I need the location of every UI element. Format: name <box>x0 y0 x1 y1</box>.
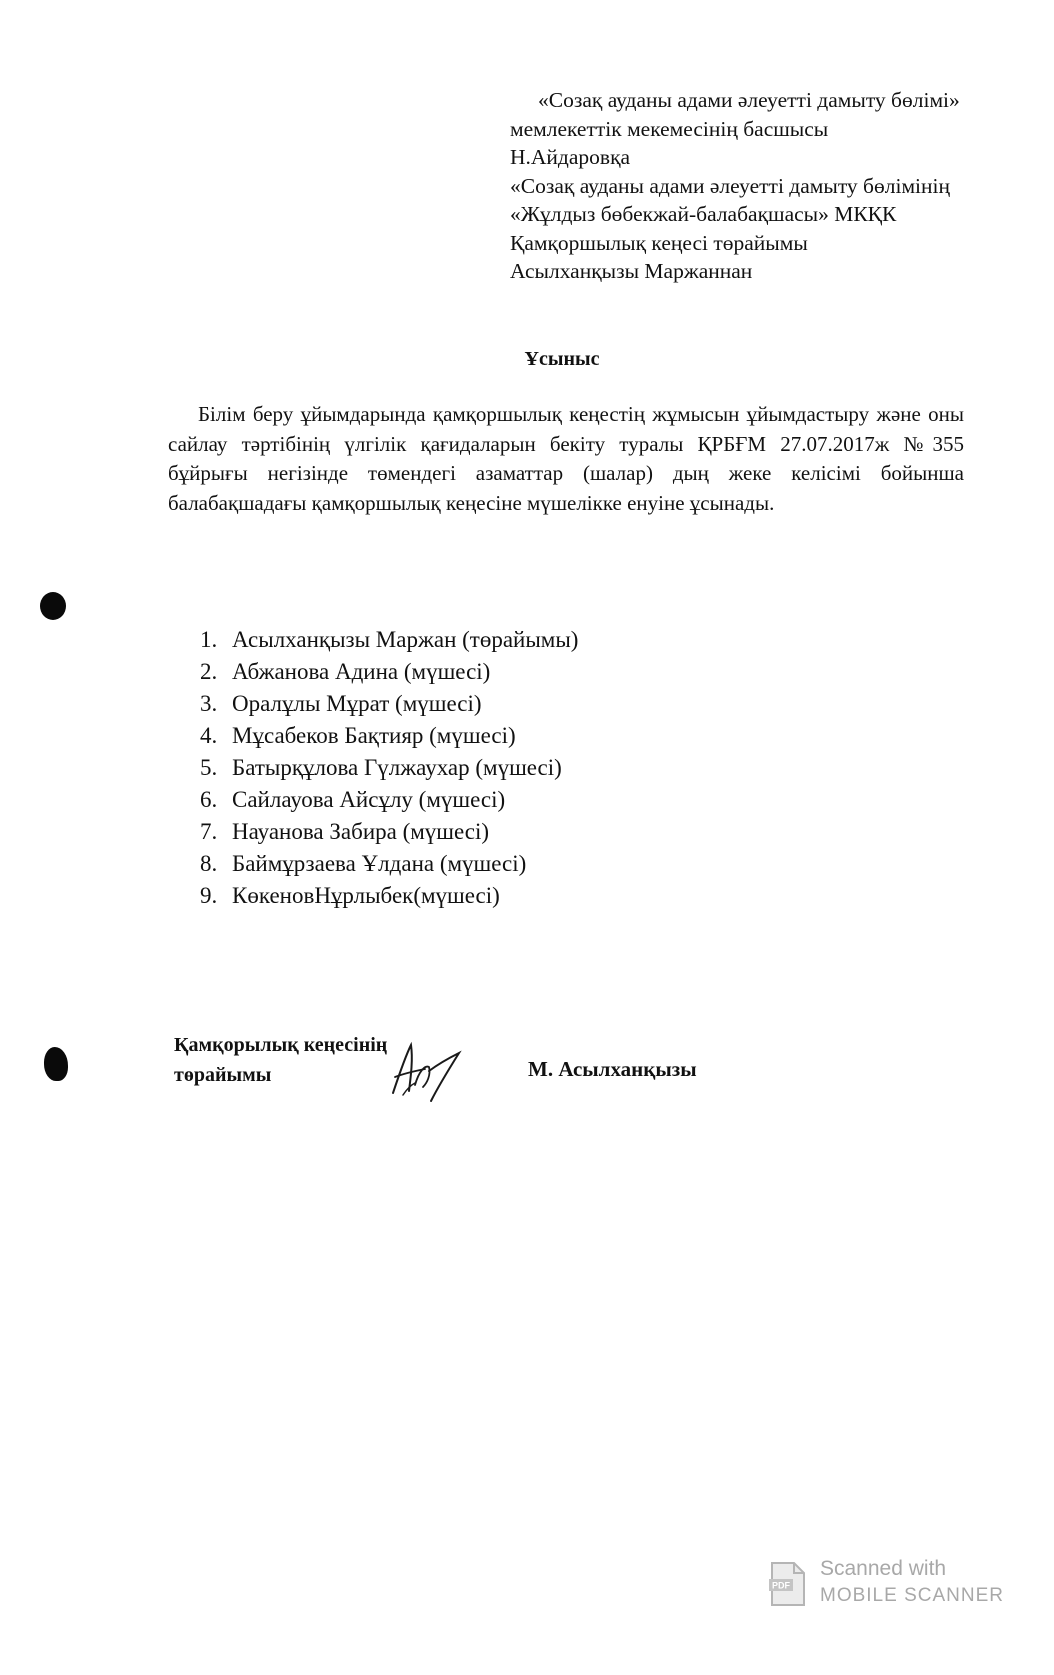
item-text: Баймұрзаева Ұлдана (мүшесі) <box>232 851 527 876</box>
addressee-line: «Созақ ауданы адами әлеуетті дамыту бөлімі» <box>538 88 960 112</box>
addressee-line: «Жұлдыз бөбекжай-балабақшасы» МКҚК <box>510 202 897 226</box>
signatory-role-line: төрайымы <box>174 1064 272 1086</box>
watermark-line: Scanned with <box>820 1557 947 1580</box>
list-item <box>200 656 578 688</box>
pdf-document-icon <box>768 1561 806 1607</box>
addressee-line: Н.Айдаровқа <box>510 145 631 169</box>
list-item <box>200 720 578 752</box>
item-text: КөкеновНұрлыбек(мүшесі) <box>232 883 500 908</box>
body-paragraph: Білім беру ұйымдарында қамқоршылық кеңестің жұмысын ұйымдастыру және оны сайлау тәртібінің үлгілік қағидаларын бекіту туралы ҚРБҒМ 27.07.2017ж №355 бұйрығы негізінде төмендегі азаматтар (шалар) дың жеке келісімі бойынша балабақшадағы қамқоршылық кеңесіне мүшелікке енуіне ұсынады. <box>168 402 964 515</box>
item-text: Сайлауова Айсұлу (мүшесі) <box>232 787 506 812</box>
signatory-role <box>174 1030 387 1090</box>
watermark-line: MOBILE SCANNER <box>820 1585 1004 1606</box>
list-item <box>200 880 578 912</box>
punch-hole-mark <box>40 592 66 620</box>
punch-hole-mark <box>44 1047 68 1081</box>
item-text: Мұсабеков Бақтияр (мүшесі) <box>232 723 516 748</box>
list-item <box>200 816 578 848</box>
document-title: Ұсыныс <box>524 348 600 370</box>
list-item <box>200 624 578 656</box>
addressee-line: мемлекеттік мекемесінің басшысы <box>510 116 829 141</box>
item-text: Батырқұлова Гүлжаухар (мүшесі) <box>232 755 562 780</box>
handwritten-signature <box>385 1035 475 1105</box>
addressee-block <box>510 86 970 286</box>
item-text: Науанова Забира (мүшесі) <box>232 819 490 844</box>
svg-text:PDF: PDF <box>772 1580 790 1591</box>
item-number: 1. <box>200 627 218 652</box>
addressee-line: Қамқоршылық кеңесі төрайымы <box>510 230 808 255</box>
addressee-line: Асылханқызы Маржаннан <box>510 259 753 283</box>
scanner-watermark <box>768 1555 1008 1615</box>
signatory-name: М. Асылханқызы <box>528 1057 697 1081</box>
item-number: 2. <box>200 659 218 684</box>
list-item <box>200 752 578 784</box>
list-item <box>200 688 578 720</box>
signatory-role-line: Қамқорылық кеңесінің <box>174 1034 388 1056</box>
list-item <box>200 848 578 880</box>
addressee-line: «Созақ ауданы адами әлеуетті дамыту бөлімінің <box>510 173 951 198</box>
item-number: 5. <box>200 755 218 780</box>
item-number: 6. <box>200 787 218 812</box>
list-item <box>200 784 578 816</box>
item-number: 3. <box>200 691 218 716</box>
item-number: 8. <box>200 851 218 876</box>
item-number: 7. <box>200 819 218 844</box>
item-number: 9. <box>200 883 218 908</box>
item-text: Асылханқызы Маржан (төрайымы) <box>232 627 579 652</box>
item-number: 4. <box>200 723 218 748</box>
item-text: Абжанова Адина (мүшесі) <box>232 659 491 684</box>
item-text: Оралұлы Мұрат (мүшесі) <box>232 691 482 716</box>
members-list <box>200 624 578 912</box>
